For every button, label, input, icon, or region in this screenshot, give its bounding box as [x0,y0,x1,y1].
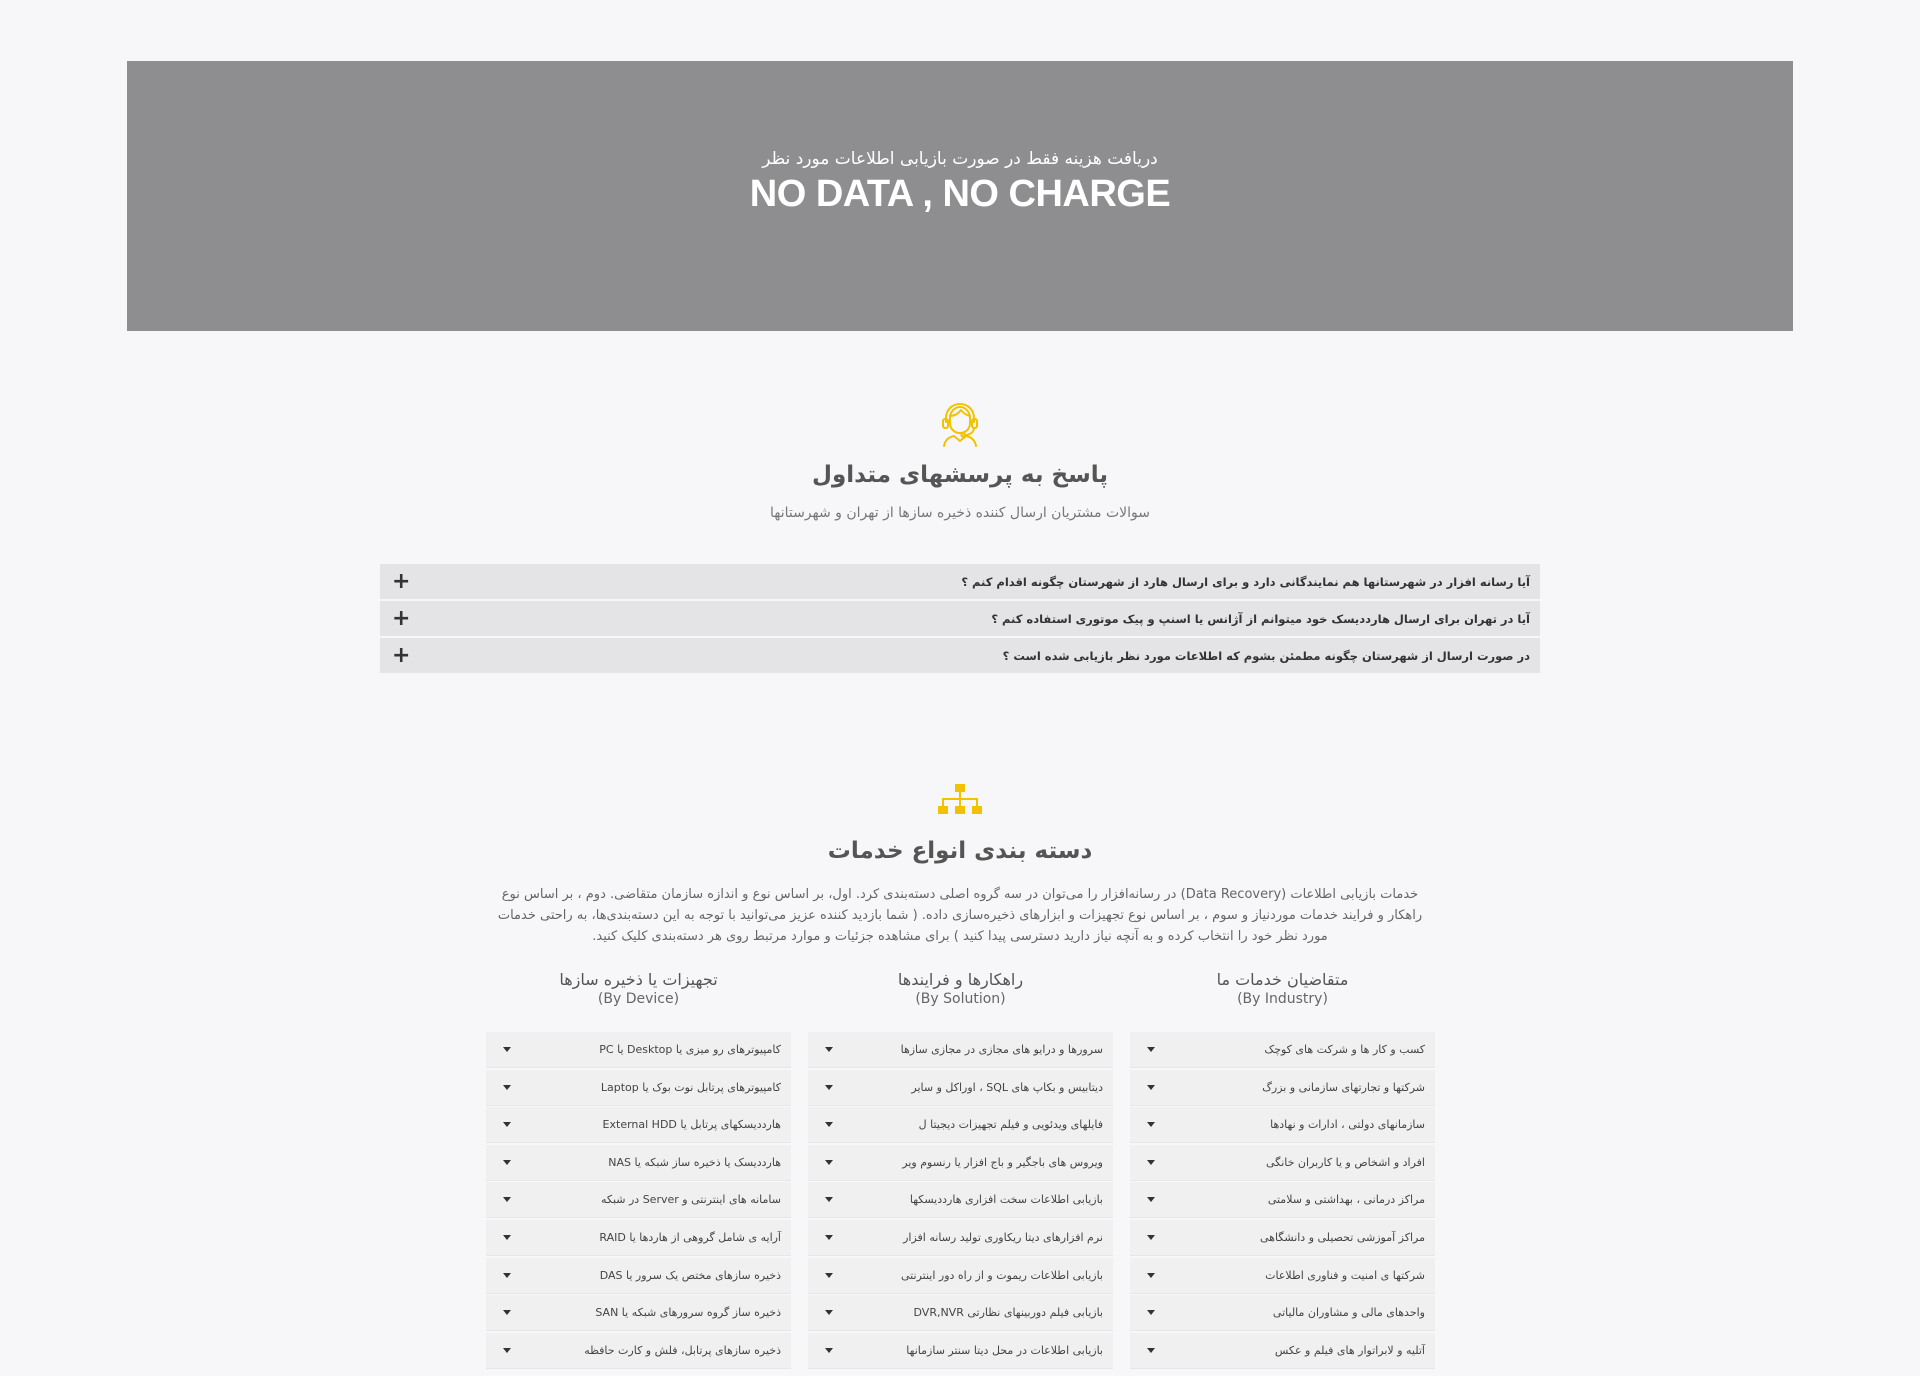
dropdown-item[interactable] [808,1107,1113,1143]
caret-down-icon[interactable] [503,1197,511,1202]
column-header [1130,970,1435,1032]
dropdown-item-label[interactable]: کامپیوترهای رو میزی یا Desktop یا PC [599,1043,781,1056]
dropdown-item-label[interactable]: کسب و کار ها و شرکت های کوچک [1264,1043,1425,1056]
caret-down-icon[interactable] [503,1348,511,1353]
hero-banner [127,61,1793,331]
caret-down-icon[interactable] [1147,1348,1155,1353]
caret-down-icon[interactable] [1147,1160,1155,1165]
caret-down-icon[interactable] [825,1122,833,1127]
column-title: متقاضیان خدمات ما [1216,970,1349,989]
column-header [486,970,791,1032]
dropdown-item-label[interactable]: فایلهای ویدئویی و فیلم تجهیزات دیجیتا ل [918,1118,1103,1132]
dropdown-item[interactable] [1130,1070,1435,1106]
faq-accordion [380,564,1540,675]
faq-question[interactable]: آیا در تهران برای ارسال هارددیسک خود میتوانم از آژانس یا اسنپ و پیک موتوری استفاده کنم ؟ [991,611,1530,626]
dropdown-item-label[interactable]: هارددیسک یا ذخیره ساز شبکه یا NAS [608,1155,781,1169]
caret-down-icon[interactable] [1147,1197,1155,1202]
column-subtitle: (By Device) [597,991,680,1007]
dropdown-item-label[interactable]: ویروس های باجگیر و باج افزار یا رنسوم ویر [902,1155,1103,1169]
dropdown-item[interactable] [1130,1032,1435,1068]
dropdown-item[interactable] [808,1333,1113,1369]
dropdown-item[interactable] [486,1220,791,1256]
caret-down-icon[interactable] [503,1273,511,1278]
dropdown-item[interactable] [486,1032,791,1068]
dropdown-item[interactable] [486,1070,791,1106]
column-title: راهکارها و فرایندها [897,970,1024,989]
caret-down-icon[interactable] [825,1310,833,1315]
faq-icon-wrap [0,401,1920,447]
dropdown-item-label[interactable]: بازیابی اطلاعات ریموت و از راه دور اینترنتی [901,1268,1103,1282]
dropdown-item-label[interactable]: بازیابی اطلاعات در محل دیتا سنتر سازمانها [906,1343,1103,1357]
dropdown-item[interactable] [1130,1107,1435,1143]
headset-support-icon [938,401,982,447]
column-subtitle: (By Solution) [915,991,1006,1007]
column-by-industry [1130,970,1435,1370]
dropdown-item-label[interactable]: سازمانهای دولتی ، ادارات و نهادها [1270,1118,1425,1132]
caret-down-icon[interactable] [825,1160,833,1165]
caret-down-icon[interactable] [1147,1047,1155,1052]
caret-down-icon[interactable] [503,1235,511,1240]
dropdown-item-label[interactable]: واحدهای مالی و مشاوران مالیاتی [1272,1306,1425,1320]
plus-icon[interactable]: + [392,606,411,631]
dropdown-item[interactable] [486,1295,791,1331]
dropdown-item-label[interactable]: نرم افزارهای دیتا ریکاوری تولید رسانه افزار [903,1230,1103,1244]
dropdown-item-label[interactable]: افراد و اشخاص و یا کاربران خانگی [1265,1155,1425,1169]
plus-icon[interactable]: + [392,569,411,594]
caret-down-icon[interactable] [1147,1122,1155,1127]
caret-down-icon[interactable] [503,1310,511,1315]
caret-down-icon[interactable] [1147,1273,1155,1278]
caret-down-icon[interactable] [503,1122,511,1127]
dropdown-item[interactable] [808,1182,1113,1218]
plus-icon[interactable]: + [392,643,411,668]
caret-down-icon[interactable] [503,1047,511,1052]
dropdown-item[interactable] [1130,1295,1435,1331]
dropdown-item[interactable] [1130,1182,1435,1218]
dropdown-item[interactable] [486,1258,791,1294]
dropdown-item[interactable] [808,1032,1113,1068]
hero-subtitle: دریافت هزینه فقط در صورت بازیابی اطلاعات مورد نظر [762,148,1158,169]
faq-item[interactable] [380,601,1540,636]
sitemap-hierarchy-icon [938,784,982,820]
services-description: خدمات بازیابی اطلاعات (Data Recovery) در رسانه‌افزار را می‌توان در سه گروه اصلی دسته‌بندی کرد. اول، بر اساس نوع و اندازه سازمان متقاضی. دوم ، بر اساس نوع راهکار و فرایند خدمات موردنیاز و سوم ، بر اساس نوع تجهیزات و ابزارهای ذخیره‌سازی داده. ( شما بازدید کننده عزیز می‌توانید با توجه به این دسته‌بندی‌ها، به راحتی خدمات مورد نظر خود را انتخاب کرده و به آنچه نیاز دارید دسترسی پیدا کنید ) برای مشاهده جزئیات و موارد مرتبط روی هر دسته‌بندی کلیک کنید. [497,887,1423,944]
dropdown-item[interactable] [1130,1258,1435,1294]
faq-title: پاسخ به پرسشهای متداول [812,462,1108,488]
dropdown-item[interactable] [808,1220,1113,1256]
caret-down-icon[interactable] [503,1160,511,1165]
dropdown-item[interactable] [486,1145,791,1181]
dropdown-item-label[interactable]: شرکتها و تجارتهای سازمانی و بزرگ [1262,1080,1425,1094]
column-by-device [486,970,791,1370]
dropdown-item-label[interactable]: ذخیره سازهای پرتابل، فلش و کارت حافظه [584,1343,781,1357]
dropdown-item[interactable] [808,1145,1113,1181]
caret-down-icon[interactable] [1147,1085,1155,1090]
dropdown-item-label[interactable]: بازیابی فیلم دوربینهای نظارتی DVR,NVR [913,1306,1103,1320]
column-title: تجهیزات یا ذخیره سازها [559,970,718,989]
column-subtitle: (By Industry) [1237,991,1328,1007]
dropdown-item[interactable] [1130,1220,1435,1256]
dropdown-item-label[interactable]: آرایه ی شامل گروهی از هاردها یا RAID [599,1230,781,1244]
dropdown-item-label[interactable]: سامانه های اینترنتی و Server در شبکه [600,1193,781,1207]
faq-question[interactable]: در صورت ارسال از شهرستان چگونه مطمئن بشوم که اطلاعات مورد نظر بازیابی شده است ؟ [1002,648,1530,663]
caret-down-icon[interactable] [1147,1235,1155,1240]
services-icon-wrap [0,784,1920,820]
services-title: دسته بندی انواع خدمات [827,838,1093,864]
dropdown-item-label[interactable]: مراکز آموزشی تحصیلی و دانشگاهی [1259,1230,1425,1244]
hero-title: NO DATA , NO CHARGE [749,172,1171,215]
dropdown-item-label[interactable]: مراکز درمانی ، بهداشتی و سلامتی [1267,1193,1425,1207]
dropdown-item[interactable] [1130,1145,1435,1181]
dropdown-item-label[interactable]: کامپیوترهای پرتابل نوت بوک یا Laptop [600,1080,781,1094]
caret-down-icon[interactable] [825,1273,833,1278]
dropdown-item-label[interactable]: سرورها و درایو های مجازی در مجازی سازها [900,1043,1103,1056]
faq-subtitle: سوالات مشتریان ارسال کننده ذخیره سازها از تهران و شهرستانها [769,505,1151,521]
caret-down-icon[interactable] [825,1348,833,1353]
caret-down-icon[interactable] [825,1235,833,1240]
faq-item[interactable] [380,564,1540,599]
faq-question[interactable]: آیا رسانه افزار در شهرستانها هم نمایندگانی دارد و برای ارسال هارد از شهرستان چگونه اقدام کنم ؟ [961,574,1530,589]
dropdown-item[interactable] [808,1070,1113,1106]
caret-down-icon[interactable] [825,1197,833,1202]
dropdown-item[interactable] [808,1258,1113,1294]
dropdown-item-label[interactable]: هارددیسکهای پرتابل یا External HDD [602,1118,781,1132]
caret-down-icon[interactable] [825,1085,833,1090]
caret-down-icon[interactable] [503,1085,511,1090]
dropdown-item-label[interactable]: ذخیره سازهای مختص یک سرور یا DAS [599,1268,781,1282]
dropdown-item[interactable] [808,1295,1113,1331]
dropdown-item-label[interactable]: بازیابی اطلاعات سخت افزاری هارددیسکها [909,1193,1103,1207]
dropdown-item-label[interactable]: ذخیره ساز گروه سرورهای شبکه یا SAN [595,1306,781,1320]
column-by-solution [808,970,1113,1370]
dropdown-item-label[interactable]: آتلیه و لابراتوار های فیلم و عکس [1274,1343,1425,1357]
column-header [808,970,1113,1032]
dropdown-item-label[interactable]: شرکتها ی امنیت و فناوری اطلاعات [1265,1268,1425,1282]
caret-down-icon[interactable] [825,1047,833,1052]
dropdown-item[interactable] [486,1182,791,1218]
dropdown-item-label[interactable]: دیتابیس و بکاپ های SQL ، اوراکل و سایر [911,1080,1103,1094]
dropdown-item[interactable] [486,1107,791,1143]
faq-item[interactable] [380,638,1540,673]
dropdown-item[interactable] [486,1333,791,1369]
dropdown-item[interactable] [1130,1333,1435,1369]
caret-down-icon[interactable] [1147,1310,1155,1315]
